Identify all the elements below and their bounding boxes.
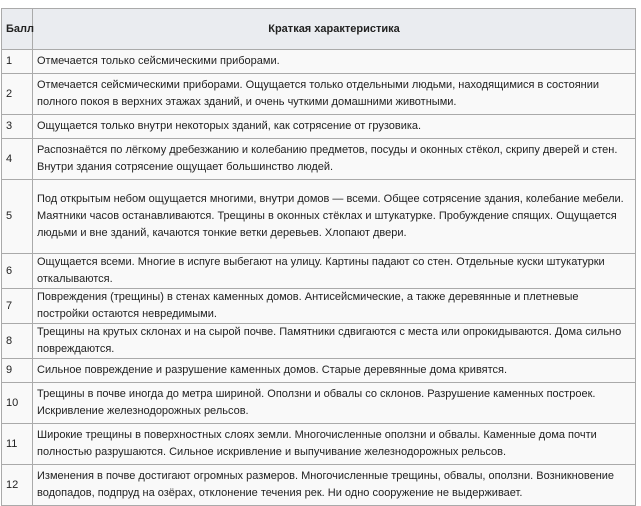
description-cell: Трещины на крутых склонах и на сырой почве. Памятники сдвигаются с места или опрокидываются. Дома сильно повреждаются. [33,324,636,359]
description-cell: Ощущается всеми. Многие в испуге выбегают на улицу. Картины падают со стен. Отдельные куски штукатурки откалываются. [33,254,636,289]
table-row [2,465,636,506]
ball-cell: 12 [2,465,33,506]
header-row [2,9,636,50]
ball-cell: 6 [2,254,33,289]
table-row [2,254,636,289]
table-row [2,289,636,324]
column-header-description[interactable]: Краткая характеристика [33,9,636,50]
ball-cell: 1 [2,50,33,74]
description-cell: Ощущается только внутри некоторых зданий, как сотрясение от грузовика. [33,115,636,139]
description-cell: Повреждения (трещины) в стенах каменных домов. Антисейсмические, а также деревянные и плетневые постройки остаются невредимыми. [33,289,636,324]
table-row [2,50,636,74]
description-cell: Отмечается сейсмическими приборами. Ощущается только отдельными людьми, находящимися в состоянии полного покоя в верхних этажах зданий, и очень чуткими домашними животными. [33,74,636,115]
scale-table-container [1,8,635,506]
description-cell: Изменения в почве достигают огромных размеров. Многочисленные трещины, обвалы, оползни. Возникновение водопадов, подпруд на озёрах, отклонение течения рек. Ни одно сооружение не выдерживает. [33,465,636,506]
intensity-scale-table [1,8,636,506]
table-row [2,359,636,383]
ball-cell: 7 [2,289,33,324]
table-row [2,74,636,115]
description-cell: Отмечается только сейсмическими приборами. [33,50,636,74]
table-row [2,115,636,139]
ball-cell: 9 [2,359,33,383]
description-cell: Сильное повреждение и разрушение каменных домов. Старые деревянные дома кривятся. [33,359,636,383]
table-row [2,180,636,254]
ball-cell: 5 [2,180,33,254]
ball-cell: 8 [2,324,33,359]
ball-cell: 10 [2,383,33,424]
ball-cell: 3 [2,115,33,139]
description-cell: Широкие трещины в поверхностных слоях земли. Многочисленные оползни и обвалы. Каменные дома почти полностью разрушаются. Сильное искривление и выпучивание железнодорожных рельсов. [33,424,636,465]
table-row [2,324,636,359]
table-row [2,424,636,465]
table-row [2,383,636,424]
table-header [2,9,636,50]
description-cell: Распознаётся по лёгкому дребезжанию и колебанию предметов, посуды и оконных стёкол, скрипу дверей и стен. Внутри здания сотрясение ощущает большинство людей. [33,139,636,180]
description-cell: Трещины в почве иногда до метра шириной. Оползни и обвалы со склонов. Разрушение каменных построек. Искривление железнодорожных рельсов. [33,383,636,424]
ball-cell: 11 [2,424,33,465]
ball-cell: 4 [2,139,33,180]
description-cell: Под открытым небом ощущается многими, внутри домов — всеми. Общее сотрясение здания, колебание мебели. Маятники часов останавливаются. Трещины в оконных стёклах и штукатурке. Пробуждение спящих. Ощущается людьми и вне зданий, качаются тонкие ветки деревьев. Хлопают двери. [33,180,636,254]
table-row [2,139,636,180]
column-header-ball[interactable]: Балл [2,9,33,50]
table-body [2,50,636,506]
ball-cell: 2 [2,74,33,115]
